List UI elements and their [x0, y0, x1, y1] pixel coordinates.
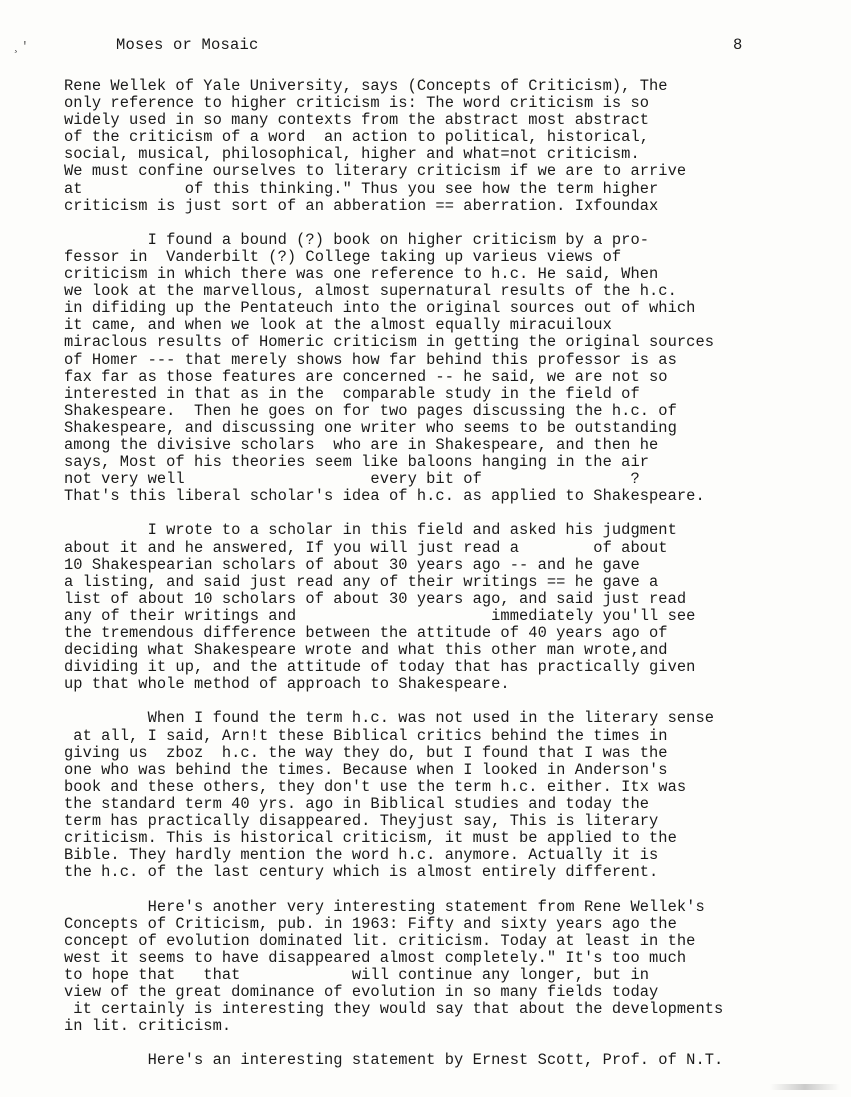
text-line: any of their writings and immediately you'll see	[64, 606, 696, 625]
text-line: We must confine ourselves to literary criticism if we are to arrive	[64, 162, 687, 181]
text-line: criticism in which there was one reference to h.c. He said, When	[64, 265, 659, 284]
text-line: That's this liberal scholar's idea of h.c. as applied to Shakespeare.	[64, 487, 705, 506]
text-line: fax far as those features are concerned -- he said, we are not so	[64, 367, 668, 386]
text-line: in lit. criticism.	[64, 1017, 232, 1036]
text-line: of the criticism of a word an action to political, historical,	[64, 128, 650, 147]
text-line: Shakespeare, and discussing one writer who seems to be outstanding	[64, 418, 677, 437]
text-line: term has practically disappeared. Theyjust say, This is literary	[64, 812, 659, 831]
text-line: to hope that that will continue any longer, but in	[64, 965, 650, 984]
text-line: west it seems to have disappeared almost completely." It's too much	[64, 948, 687, 967]
page-number: 8	[733, 36, 743, 54]
text-line: 10 Shakespearian scholars of about 30 years ago -- and he gave	[64, 555, 640, 574]
body-text	[64, 78, 794, 1069]
paragraph	[64, 710, 794, 881]
text-line: fessor in Vanderbilt (?) College taking up varieus views of	[64, 247, 622, 266]
text-line: the h.c. of the last century which is almost entirely different.	[64, 863, 659, 882]
paragraph	[64, 78, 794, 215]
text-line: about it and he answered, If you will just read a of about	[64, 538, 668, 557]
paragraph	[64, 232, 794, 506]
text-line: of Homer --- that merely shows how far behind this professor is as	[64, 350, 677, 369]
paragraph	[64, 522, 794, 693]
text-line: at of this thinking." Thus you see how the term higher	[64, 179, 659, 198]
text-line: in difiding up the Pentateuch into the original sources out of which	[64, 299, 696, 318]
text-line: interested in that as in the comparable study in the field of	[64, 384, 640, 403]
text-line: Bible. They hardly mention the word h.c. anymore. Actually it is	[64, 846, 659, 865]
corner-mark: ¸′	[14, 40, 29, 54]
text-line: dividing it up, and the attitude of today that has practically given	[64, 658, 696, 677]
text-line: Concepts of Criticism, pub. in 1963: Fifty and sixty years ago the	[64, 914, 677, 933]
text-line: a listing, and said just read any of their writings == he gave a	[64, 572, 659, 591]
text-line: criticism. This is historical criticism, it must be applied to the	[64, 829, 677, 848]
text-line: it certainly is interesting they would say that about the developments	[64, 1000, 724, 1019]
text-line: I wrote to a scholar in this field and asked his judgment	[64, 521, 677, 540]
text-line: widely used in so many contexts from the abstract most abstract	[64, 111, 650, 130]
text-line: up that whole method of approach to Shakespeare.	[64, 675, 510, 694]
text-line: one who was behind the times. Because when I looked in Anderson's	[64, 760, 668, 779]
text-line: among the divisive scholars who are in Shakespeare, and then he	[64, 435, 659, 454]
text-line: it came, and when we look at the almost equally miracuiloux	[64, 316, 612, 335]
text-line: social, musical, philosophical, higher and what=not criticism.	[64, 145, 640, 164]
text-line: list of about 10 scholars of about 30 years ago, and said just read	[64, 589, 687, 608]
text-line: only reference to higher criticism is: The word criticism is so	[64, 94, 650, 113]
page-title: Moses or Mosaic	[116, 36, 259, 54]
text-line: concept of evolution dominated lit. criticism. Today at least in the	[64, 931, 696, 950]
text-line: we look at the marvellous, almost supernatural results of the h.c.	[64, 282, 677, 301]
text-line: miraclous results of Homeric criticism in getting the original sources	[64, 333, 715, 352]
text-line: the standard term 40 yrs. ago in Biblical studies and today the	[64, 794, 650, 813]
text-line: view of the great dominance of evolution in so many fields today	[64, 982, 659, 1001]
scan-smudge	[770, 1084, 840, 1090]
text-line: Here's another very interesting statement from Rene Wellek's	[64, 897, 705, 916]
text-line: Here's an interesting statement by Ernest Scott, Prof. of N.T.	[64, 1051, 724, 1070]
text-line: the tremendous difference between the attitude of 40 years ago of	[64, 624, 668, 642]
text-line: criticism is just sort of an abberation == aberration. Ixfoundax	[64, 196, 659, 215]
text-line: Rene Wellek of Yale University, says (Concepts of Criticism), The	[64, 77, 668, 95]
text-line: I found a bound (?) book on higher criticism by a pro-	[64, 230, 650, 249]
text-line: says, Most of his theories seem like baloons hanging in the air	[64, 453, 650, 472]
text-line: at all, I said, Arn!t these Biblical critics behind the times in	[64, 726, 668, 745]
text-line: deciding what Shakespeare wrote and what this other man wrote,and	[64, 641, 668, 660]
text-line: When I found the term h.c. was not used in the literary sense	[64, 709, 715, 728]
paragraph	[64, 899, 794, 1036]
text-line: giving us zboz h.c. the way they do, but I found that I was the	[64, 743, 668, 762]
paragraph	[64, 1052, 794, 1069]
text-line: Shakespeare. Then he goes on for two pages discussing the h.c. of	[64, 401, 677, 420]
text-line: book and these others, they don't use the term h.c. either. Itx was	[64, 777, 687, 796]
text-line: not very well every bit of ?	[64, 470, 640, 489]
